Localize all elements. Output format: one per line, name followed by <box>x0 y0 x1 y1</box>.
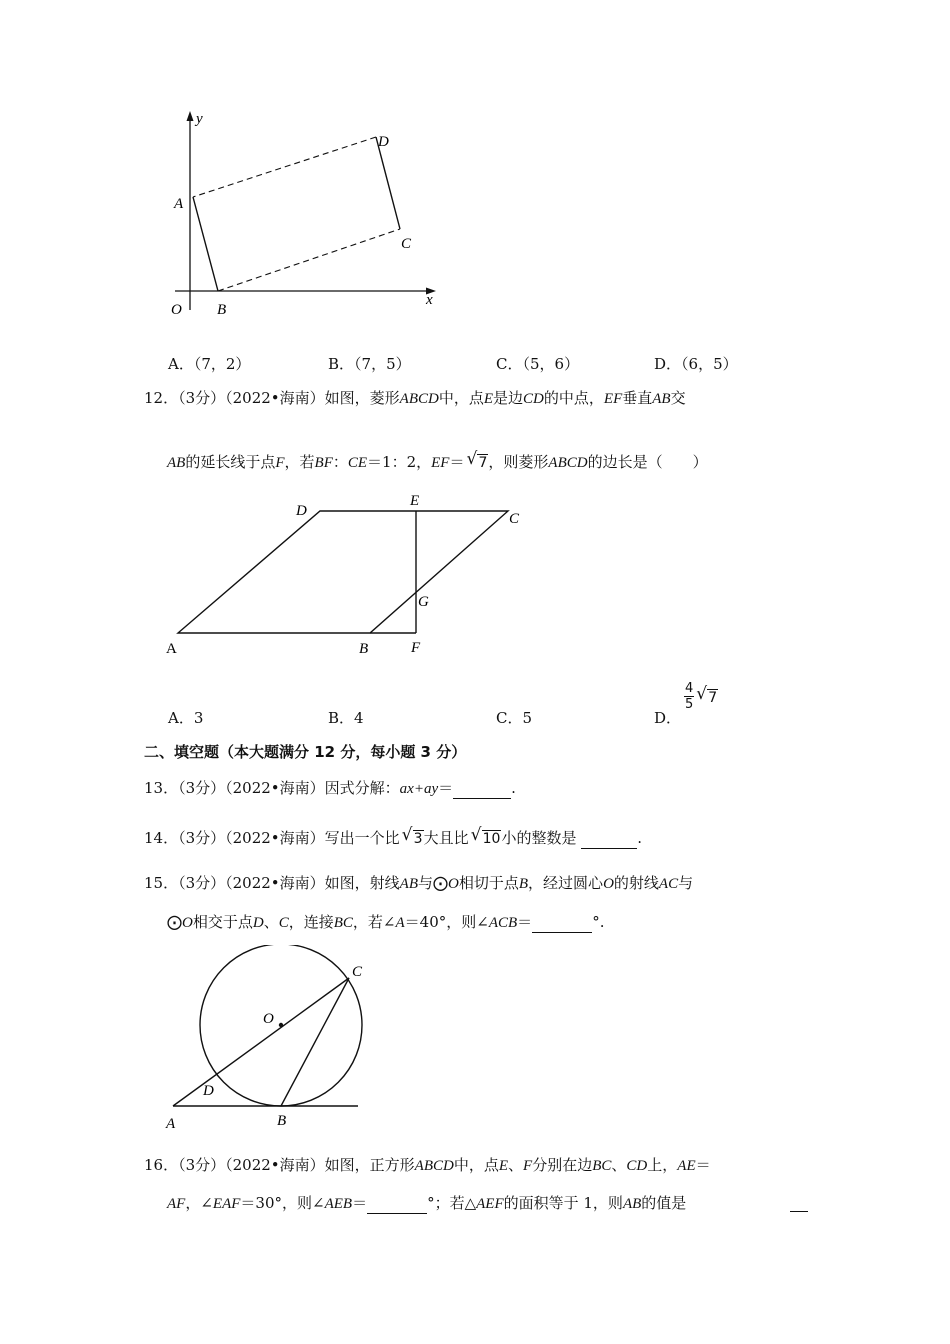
label-a: A <box>166 641 177 657</box>
label-c: C <box>352 964 363 980</box>
sqrt-7: √ 7 <box>696 683 718 706</box>
sqrt-10: √ 10 <box>470 825 501 847</box>
q12-line2: AB的延长线于点F，若BF：CE＝1：2，EF＝ √ 7，则菱形ABCD的边长是（ ） <box>167 449 708 471</box>
answer-blank-1[interactable] <box>367 1193 427 1214</box>
q12-option-d[interactable]: D． <box>654 709 682 727</box>
answer-blank[interactable] <box>453 778 511 799</box>
q12-line1: 12．（3分）（2022•海南）如图，菱形ABCD中，点E是边CD的中点，EF垂直AB交 <box>144 389 686 407</box>
label-f: F <box>411 640 421 656</box>
answer-blank-2[interactable] <box>790 1195 808 1212</box>
q16-line2: AF，∠EAF＝30°，则∠AEB＝ °；若△AEF的面积等于 1，则AB的值是 <box>167 1194 687 1212</box>
q11-option-b[interactable]: B．（7，5） <box>328 355 411 373</box>
label-e: E <box>410 493 420 509</box>
answer-blank[interactable] <box>581 828 637 849</box>
q12-option-d-value <box>684 681 718 712</box>
sqrt-7: √ 7 <box>466 449 488 471</box>
label-b: B <box>359 641 369 657</box>
sqrt-3: √ 3 <box>401 825 423 847</box>
label-c: C <box>509 511 520 527</box>
segment-cd <box>376 137 400 229</box>
label-d: D <box>203 1083 214 1099</box>
label-g: G <box>418 594 429 610</box>
figure-q12 <box>155 485 540 660</box>
q12-option-c[interactable]: C．5 <box>496 709 533 727</box>
q12-option-b[interactable]: B．4 <box>328 709 364 727</box>
segment-ab <box>193 197 218 291</box>
segment-bc <box>281 978 349 1106</box>
label-c: C <box>401 236 412 252</box>
figure-q11 <box>160 105 460 325</box>
label-a: A <box>174 196 184 212</box>
answer-blank[interactable] <box>532 912 592 933</box>
label-o: O <box>263 1011 274 1027</box>
fraction: $\frac{4}{5}$ <box>685 681 694 712</box>
q11-option-d[interactable]: D．（6，5） <box>654 355 738 373</box>
label-b: B <box>217 302 227 318</box>
center-dot <box>279 1023 283 1027</box>
q15-line1: 15．（3分）（2022•海南）如图，射线AB与⨀O相切于点B，经过圆心O的射线AC与 <box>144 874 694 892</box>
label-y: y <box>196 111 203 127</box>
q15-line2: ⨀O相交于点D、C，连接BC，若∠A＝40°，则∠ACB＝ °. <box>167 913 605 931</box>
q11-option-c[interactable]: C．（5，6） <box>496 355 580 373</box>
label-b: B <box>277 1113 287 1129</box>
label-a: A <box>166 1116 176 1132</box>
label-x: x <box>426 292 433 308</box>
section-title: 二、填空题（本大题满分 12 分，每小题 3 分） <box>144 743 467 761</box>
segment-bc <box>218 229 400 291</box>
rhombus-abcd <box>178 511 508 633</box>
label-d: D <box>378 134 389 150</box>
label-d: D <box>296 503 307 519</box>
y-axis-arrow <box>187 111 194 121</box>
q14: 14．（3分）（2022•海南）写出一个比 √ 3大且比 √ 10小的整数是 . <box>144 825 643 847</box>
figure-q15 <box>160 945 380 1135</box>
q16-line1: 16．（3分）（2022•海南）如图，正方形ABCD中，点E、F分别在边BC、CD上，AE＝ <box>144 1156 711 1174</box>
ray-ac <box>173 978 349 1106</box>
q13: 13．（3分）（2022•海南）因式分解：ax+ay＝ . <box>144 779 516 797</box>
q11-option-a[interactable]: A．（7，2） <box>168 355 251 373</box>
label-o: O <box>171 302 182 318</box>
segment-da <box>193 137 376 197</box>
q12-option-a[interactable]: A．3 <box>168 709 204 727</box>
